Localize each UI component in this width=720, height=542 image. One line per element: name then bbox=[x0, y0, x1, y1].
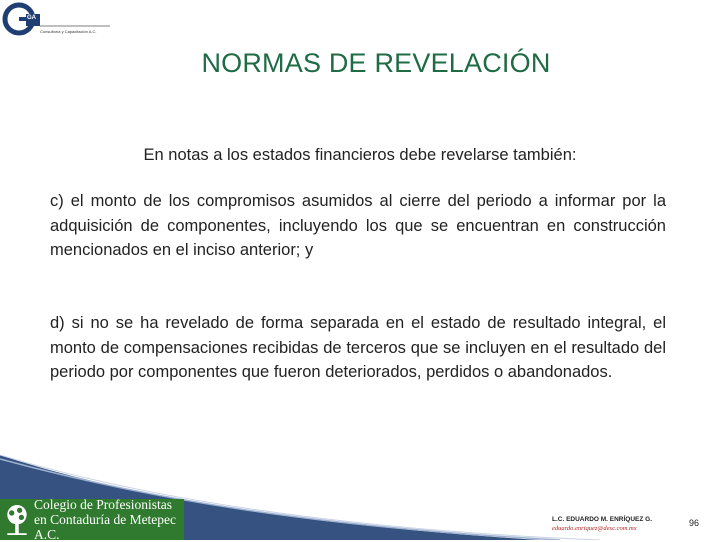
company-logo bbox=[2, 2, 112, 36]
tree-logo-icon bbox=[2, 501, 32, 539]
signature-email: eduardo.enriquez@desc.com.mx bbox=[552, 525, 637, 532]
slide-title: NORMAS DE REVELACIÓN bbox=[201, 48, 551, 78]
signature-name: L.C. EDUARDO M. ENRÍQUEZ G. bbox=[552, 516, 653, 523]
page-number: 96 bbox=[689, 518, 700, 528]
badge-line-1: Colegio de Profesionistas bbox=[33, 497, 172, 512]
logo-letters: GA bbox=[27, 15, 36, 21]
college-badge bbox=[0, 499, 184, 540]
paragraph-d: d) si no se ha revelado de forma separada en el estado de resultado integral, el monto de compensaciones recibidas de terceros que se incluyen en el resultado del periodo por componentes que fueron deteriorados, perdidos o abandonados. bbox=[50, 314, 666, 381]
paragraph-c: c) el monto de los compromisos asumidos al cierre del periodo a informar por la adquisición de componentes, incluyendo los que se encuentran en construcción mencionados en el inciso anterior; y bbox=[50, 192, 666, 259]
logo-caption: Consultoría y Capacitación A.C. bbox=[40, 29, 97, 34]
badge-line-2: en Contaduría de Metepec A.C. bbox=[33, 512, 177, 542]
signature-block bbox=[552, 515, 652, 533]
slide-intro: En notas a los estados financieros debe revelarse también: bbox=[143, 146, 577, 164]
